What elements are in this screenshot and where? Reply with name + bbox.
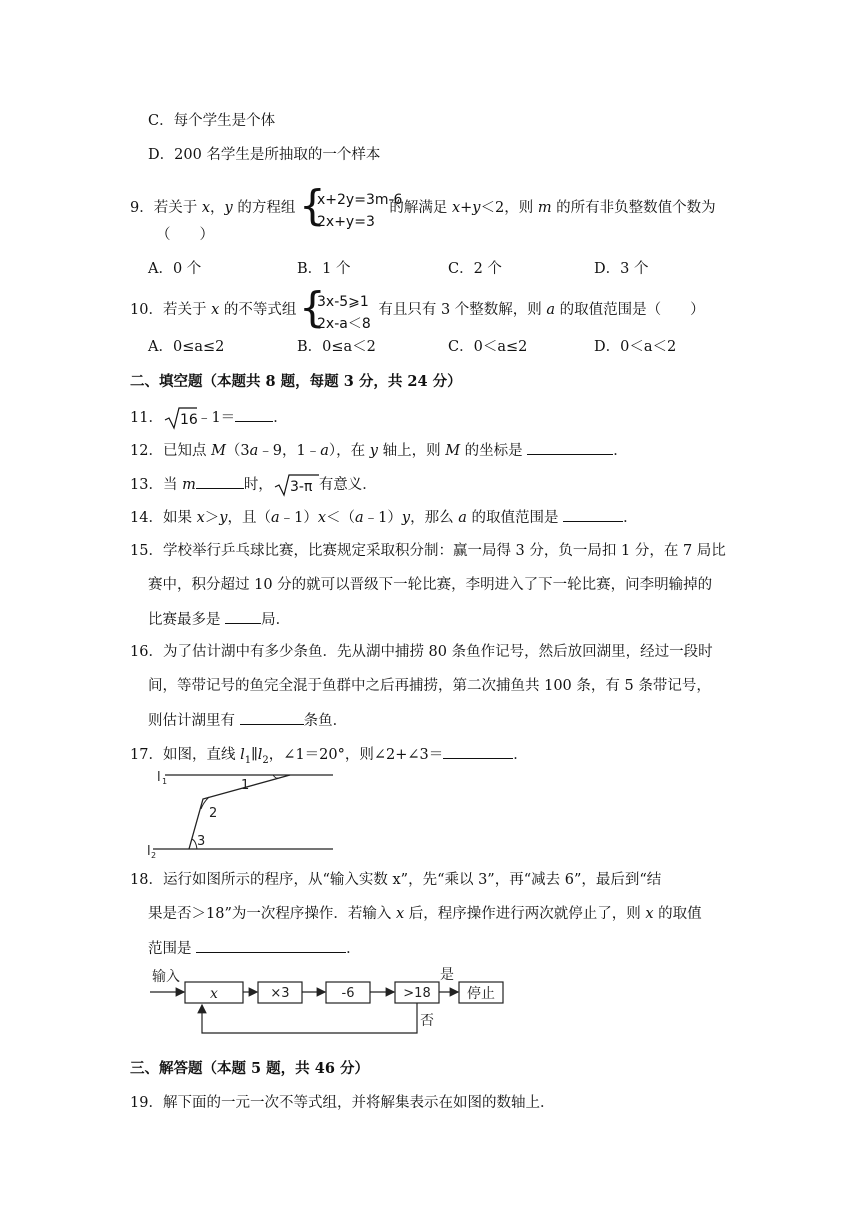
q10-inequality-system xyxy=(297,283,377,334)
q9-option-b: B．1 个 xyxy=(297,261,351,277)
q9-eq1: x+2y=3m-6 xyxy=(317,192,403,208)
q15-line2: 赛中，积分超过 10 分的就可以晋级下一轮比赛，李明进入了下一轮比赛，问李明输掉的 xyxy=(148,577,713,593)
svg-text:{: { xyxy=(299,181,327,230)
q10-ineq1: 3x-5⩾1 xyxy=(317,294,370,310)
q18-line1: 18．运行如图所示的程序，从“输入实数 x”，先“乘以 3”，再“减去 6”，最后到“结 xyxy=(130,872,662,888)
flow-no-label: 否 xyxy=(420,1013,434,1029)
q9-option-c: C．2 个 xyxy=(448,261,502,277)
q9-equation-system xyxy=(297,181,403,232)
flow-input-label: 输入 xyxy=(152,969,180,985)
q14: 14．如果 x＞y，且（a﹣1）x＜（a﹣1）y，那么 a 的取值范围是 ． xyxy=(130,507,638,528)
q16-answer-blank[interactable] xyxy=(240,710,304,725)
q13: 13．当 m 时， 3-π 有意义． xyxy=(130,473,377,497)
svg-text:3-π: 3-π xyxy=(289,479,313,495)
q9-eq2: 2x+y=3 xyxy=(317,214,376,230)
flow-box-minus6-label: -6 xyxy=(341,986,355,1001)
q10-stem: 10．若关于 x 的不等式组 { 3x-5⩾1 2x-a＜8 有且只有 3 个整数解，则 a 的取值范围是（ ） xyxy=(130,283,705,332)
q15-answer-blank[interactable] xyxy=(225,609,261,624)
q19: 19．解下面的一元一次不等式组，并将解集表示在如图的数轴上． xyxy=(130,1095,555,1111)
q10-option-b: B．0≤a＜2 xyxy=(297,339,376,355)
fig-label-l1-sub: 1 xyxy=(162,777,168,786)
q10-option-a: A．0≤a≤2 xyxy=(148,339,225,355)
q18-answer-blank[interactable] xyxy=(196,938,346,953)
flow-yes-label: 是 xyxy=(440,967,454,983)
q15-line1: 15．学校举行乒乓球比赛，比赛规定采取积分制：赢一局得 3 分，负一局扣 1 分，在 7 局比 xyxy=(130,543,726,559)
q12: 12．已知点 M（3a﹣9，1﹣a），在 y 轴上，则 M 的坐标是 ． xyxy=(130,440,628,461)
q11-answer-blank[interactable] xyxy=(235,407,273,422)
q9-option-d: D．3 个 xyxy=(594,261,649,277)
section-2-title: 二、填空题（本题共 8 题，每题 3 分，共 24 分） xyxy=(130,373,462,390)
q9-option-a: A．0 个 xyxy=(148,261,202,277)
q15-line3: 比赛最多是 局． xyxy=(148,609,290,630)
q16-line2: 间，等带记号的鱼完全混于鱼群中之后再捕捞，第二次捕鱼共 100 条，有 5 条带记号， xyxy=(148,678,711,694)
flow-box-times3-label: ×3 xyxy=(270,986,290,1001)
q17: 17．如图，直线 $l_1\parallel l_2$，∠1＝20°，则∠2+∠3＝ ． xyxy=(130,744,528,771)
q13-sqrt xyxy=(273,473,319,497)
fig-label-l1: l xyxy=(157,770,161,785)
q13-answer-blank[interactable] xyxy=(196,474,244,489)
flow-box-gt18-label: >18 xyxy=(403,986,431,1001)
svg-text:16: 16 xyxy=(179,412,198,428)
flow-box-stop-label: 停止 xyxy=(467,986,495,1002)
q8-option-d: D．200 名学生是所抽取的一个样本 xyxy=(148,147,381,163)
section-3-title: 三、解答题（本题 5 题，共 46 分） xyxy=(130,1060,369,1077)
q18-flowchart xyxy=(148,963,508,1043)
q16-line3: 则估计湖里有 条鱼． xyxy=(148,710,347,731)
q8-option-c: C．每个学生是个体 xyxy=(148,113,276,129)
q10-option-c: C．0＜a≤2 xyxy=(448,339,528,355)
q14-answer-blank[interactable] xyxy=(563,507,623,522)
fig-angle-3-label: 3 xyxy=(197,834,206,849)
q9-paren: （ ） xyxy=(156,227,214,243)
q11-sqrt xyxy=(163,406,197,430)
q18-line3: 范围是 ． xyxy=(148,938,361,959)
flow-loop-back xyxy=(202,1003,417,1033)
flow-box-x-label: x xyxy=(210,986,218,1002)
q10-ineq2: 2x-a＜8 xyxy=(317,316,372,332)
q17-figure-parallel-lines xyxy=(145,765,345,859)
q18-line2: 果是否＞18”为一次程序操作．若输入 x 后，程序操作进行两次就停止了，则 x 的取值 xyxy=(148,906,702,922)
fig-angle-1-label: 1 xyxy=(241,778,250,793)
q11: 11． 16 ﹣1＝ ． xyxy=(130,406,288,430)
q9-stem: 9．若关于 x，y 的方程组 { x+2y=3m-6 2x+y=3 的解满足 x+y＜2，则 m 的所有非负整数值个数为 xyxy=(130,181,716,230)
fig-label-l2-sub: 2 xyxy=(151,851,157,860)
q17-answer-blank[interactable] xyxy=(443,744,513,759)
svg-text:{: { xyxy=(299,283,327,332)
q16-line1: 16．为了估计湖中有多少条鱼．先从湖中捕捞 80 条鱼作记号，然后放回湖里，经过一段时 xyxy=(130,644,713,660)
q12-answer-blank[interactable] xyxy=(527,440,613,455)
fig-angle-2-label: 2 xyxy=(209,806,218,821)
fig-label-l2: l xyxy=(147,844,151,859)
q10-option-d: D．0＜a＜2 xyxy=(594,339,677,355)
